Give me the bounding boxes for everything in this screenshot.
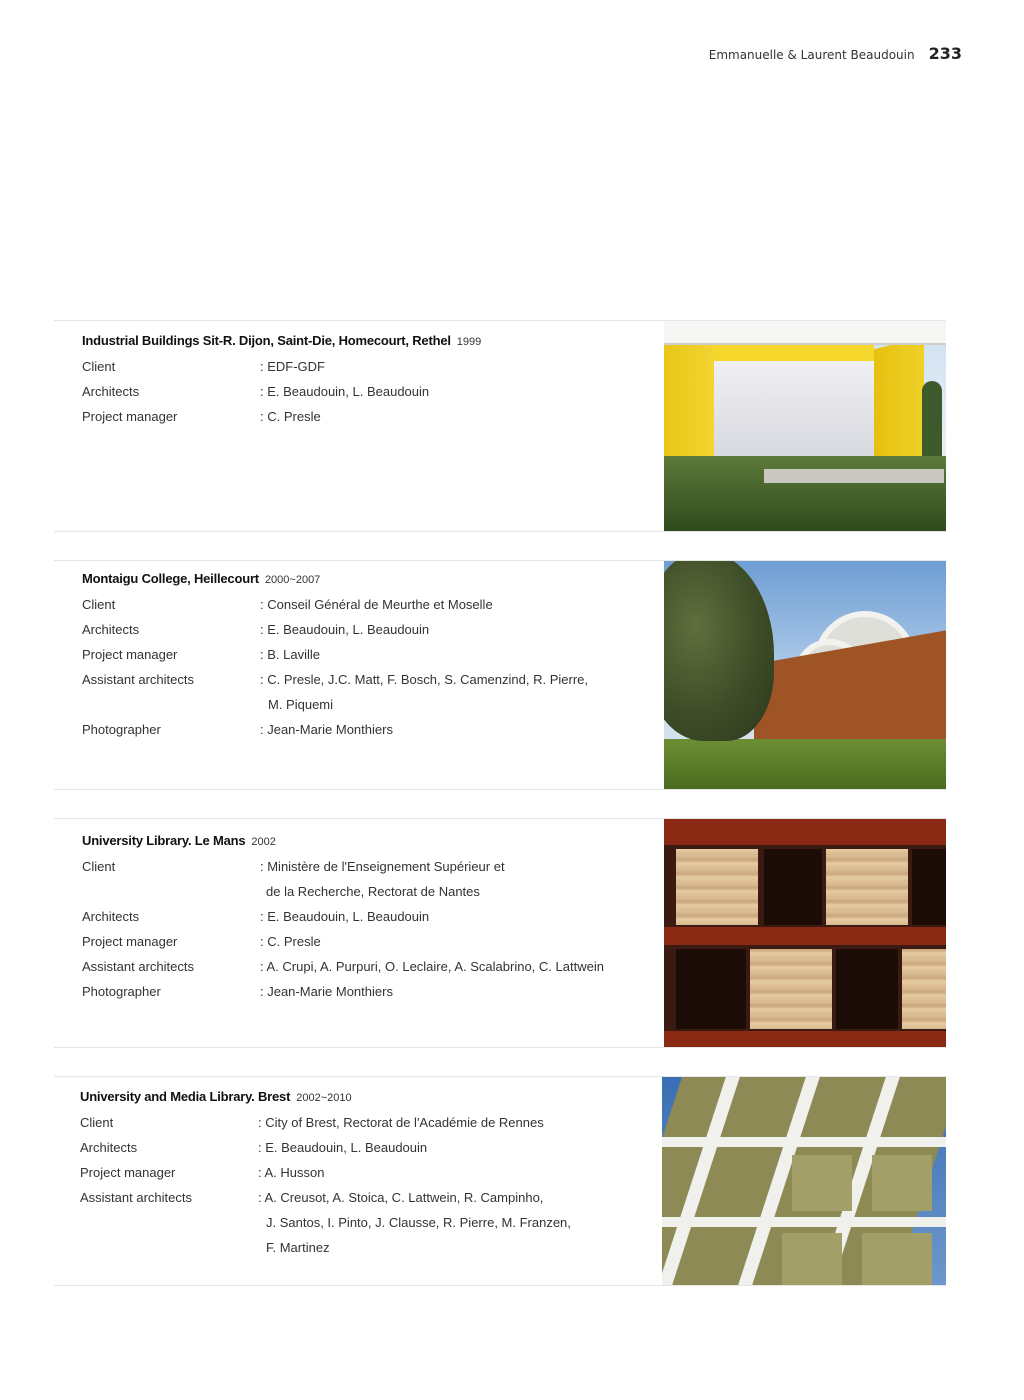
project-year: 2002	[251, 836, 276, 848]
credit-label: Project manager	[80, 1165, 176, 1180]
credit-value: : B. Laville	[260, 647, 320, 662]
credit-row	[82, 592, 642, 617]
project-info	[82, 833, 642, 1004]
credit-label: Client	[82, 597, 116, 612]
credit-row	[82, 717, 642, 742]
credit-row	[82, 642, 642, 667]
project-name: Industrial Buildings Sit-R. Dijon, Saint-Die, Homecourt, Rethel	[82, 333, 451, 348]
page-header	[709, 44, 962, 63]
project-name: University and Media Library. Brest	[80, 1089, 291, 1104]
credit-value: : E. Beaudouin, L. Beaudouin	[260, 909, 430, 924]
credit-label: Client	[80, 1115, 114, 1130]
project-photo	[664, 819, 946, 1047]
credit-row	[82, 667, 642, 717]
credit-row	[82, 379, 642, 404]
project-photo	[664, 321, 946, 531]
credit-value: : Jean-Marie Monthiers	[260, 722, 393, 737]
credit-value: : E. Beaudouin, L. Beaudouin	[258, 1140, 428, 1155]
project-university-media-library-brest	[54, 1076, 946, 1286]
credit-label: Project manager	[82, 647, 178, 662]
page-number: 233	[928, 44, 962, 63]
credit-value: : A. Creusot, A. Stoica, C. Lattwein, R. Campinho,	[258, 1190, 544, 1205]
project-info	[80, 1089, 640, 1260]
project-title	[82, 833, 642, 848]
credit-value: : E. Beaudouin, L. Beaudouin	[260, 384, 430, 399]
project-montaigu-college	[54, 560, 946, 790]
credit-label: Architects	[82, 622, 140, 637]
credit-label: Photographer	[82, 722, 161, 737]
credit-label: Project manager	[82, 934, 178, 949]
project-university-library-le-mans	[54, 818, 946, 1048]
credit-row	[80, 1160, 640, 1185]
credit-label: Client	[82, 359, 116, 374]
credit-value: : E. Beaudouin, L. Beaudouin	[260, 622, 430, 637]
credit-row	[82, 904, 642, 929]
credit-label: Client	[82, 859, 116, 874]
credit-label: Assistant architects	[82, 672, 194, 687]
project-info	[82, 333, 642, 429]
credit-row	[82, 404, 642, 429]
credit-row	[82, 979, 642, 1004]
credit-label: Assistant architects	[82, 959, 194, 974]
project-photo	[662, 1077, 946, 1285]
credit-value: : City of Brest, Rectorat de l'Académie de Rennes	[258, 1115, 544, 1130]
credit-value: : EDF-GDF	[260, 359, 325, 374]
credit-value: de la Recherche, Rectorat de Nantes	[266, 884, 480, 899]
credit-row	[82, 354, 642, 379]
credit-row	[82, 954, 642, 979]
credit-value: : A. Crupi, A. Purpuri, O. Leclaire, A. Scalabrino, C. Lattwein	[260, 959, 604, 974]
credit-label: Architects	[82, 384, 140, 399]
author-name: Emmanuelle & Laurent Beaudouin	[708, 48, 915, 62]
credit-row	[80, 1185, 640, 1260]
credit-label: Photographer	[82, 984, 161, 999]
credit-value: J. Santos, I. Pinto, J. Clausse, R. Pierre, M. Franzen,	[266, 1215, 571, 1230]
project-title	[82, 571, 642, 586]
credit-row	[82, 854, 642, 904]
project-year: 2002~2010	[296, 1092, 352, 1104]
credit-value: : Jean-Marie Monthiers	[260, 984, 393, 999]
project-photo	[664, 561, 946, 789]
credit-value: : Conseil Général de Meurthe et Moselle	[260, 597, 493, 612]
credit-label: Assistant architects	[80, 1190, 192, 1205]
credit-label: Architects	[80, 1140, 138, 1155]
credit-row	[80, 1110, 640, 1135]
credit-value: : A. Husson	[258, 1165, 325, 1180]
project-name: Montaigu College, Heillecourt	[82, 571, 259, 586]
credit-row	[82, 617, 642, 642]
credit-label: Project manager	[82, 409, 178, 424]
credit-value: F. Martinez	[266, 1240, 330, 1255]
project-title	[80, 1089, 640, 1104]
project-year: 1999	[456, 336, 482, 348]
credit-label: Architects	[82, 909, 140, 924]
project-title	[82, 333, 642, 348]
credit-row	[80, 1135, 640, 1160]
credit-value: M. Piquemi	[268, 697, 334, 712]
credit-value: : C. Presle, J.C. Matt, F. Bosch, S. Camenzind, R. Pierre,	[260, 672, 588, 687]
project-info	[82, 571, 642, 742]
credit-value: : C. Presle	[260, 934, 321, 949]
project-industrial-buildings	[54, 320, 946, 532]
credit-row	[82, 929, 642, 954]
credit-value: : C. Presle	[260, 409, 321, 424]
project-name: University Library. Le Mans	[82, 833, 246, 848]
credit-value: : Ministère de l'Enseignement Supérieur et	[260, 859, 505, 874]
project-year: 2000~2007	[264, 574, 321, 586]
